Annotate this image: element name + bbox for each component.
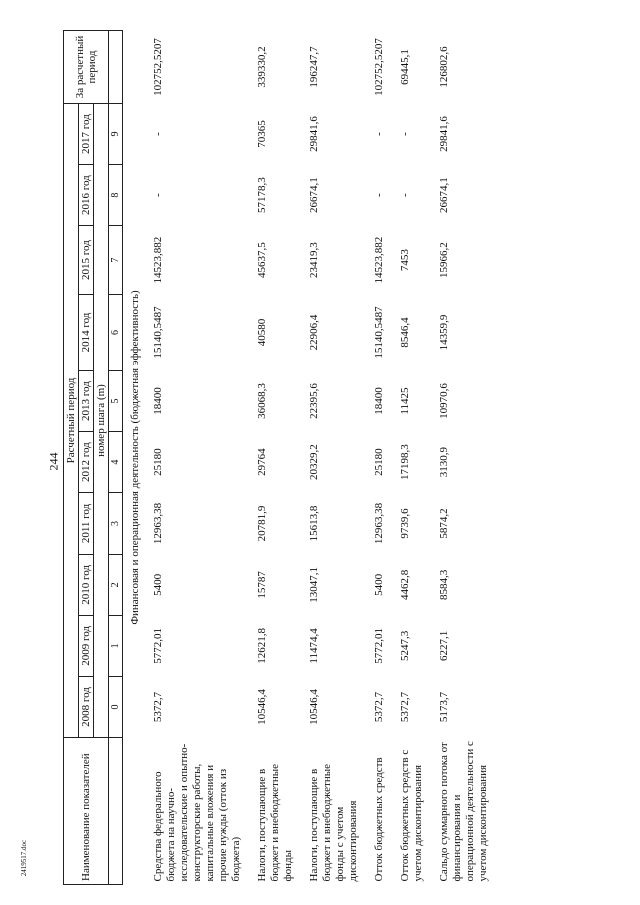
table-cell: 29841,6 [438,116,450,152]
table-cell: 15140,5487 [152,306,164,359]
table-row [305,31,370,885]
table-cell: 10546,4 [308,689,320,725]
budget-efficiency-table [63,30,500,885]
table-cell: 18400 [152,387,164,415]
table-cell: 5173,7 [438,691,450,723]
table-cell: 25180 [373,448,385,476]
table-cell: 15966,2 [438,242,450,278]
step-index: 9 [109,104,123,165]
table-row [149,31,253,885]
table-row [435,31,500,885]
page-number: 244 [46,452,61,471]
table-cell: 5400 [373,573,385,596]
year-header: 2008 год [79,676,94,737]
table-cell: 12963,38 [373,502,385,545]
table-cell: 70365 [256,120,268,148]
table-cell: 23419,3 [308,242,320,278]
table-cell: 5772,01 [373,628,385,664]
table-cell: - [152,193,164,197]
column-header-name: Наименование показателей [64,738,109,885]
rotated-table-container [63,30,573,885]
table-cell: 15140,5487 [373,306,385,359]
year-header: 2014 год [79,294,94,370]
year-header: 2015 год [79,226,94,295]
table-cell: 11474,4 [308,628,320,664]
table-cell: 13047,1 [308,566,320,603]
table-cell: 26674,1 [438,177,450,213]
table-cell: 40580 [256,318,268,347]
period-header: Расчетный период [64,104,79,738]
row-label: Отток бюджетных средств с учетом дисконтирования [399,749,424,882]
year-header: 2009 год [79,615,94,676]
row-label: Сальдо суммарного потока от финансирования и операционной деятельности с учетом дисконтирования [438,741,489,882]
column-header-total: За расчетный период [64,31,109,104]
table-cell: 14523,882 [373,236,385,284]
table-cell: - [152,132,164,136]
step-index: 8 [109,165,123,226]
table-cell: 5874,2 [438,508,450,539]
table-cell: 15613,8 [308,505,320,542]
table-cell: 102752,5207 [373,38,385,96]
table-cell: 18400 [373,387,385,415]
row-label: Отток бюджетных средств [373,757,385,882]
year-header: 2017 год [79,104,94,165]
step-index: 5 [109,371,123,432]
table-row [253,31,305,885]
index-row-blank [109,738,123,885]
step-index: 7 [109,226,123,295]
table-cell: - [373,193,385,197]
table-cell: 12621,8 [256,628,268,664]
table-cell: 102752,5207 [152,38,164,96]
row-label: Налоги, поступающие в бюджет и внебюджетные фонды [256,763,294,882]
table-cell: 5372,7 [152,691,164,723]
table-cell: 22395,6 [308,383,320,419]
table-cell: 8584,3 [438,569,450,600]
row-label: Налоги, поступающие в бюджет и внебюджетные фонды с учетом дисконтирования [308,763,359,882]
table-cell: 339330,2 [256,46,268,88]
table-cell: 5400 [152,573,164,596]
table-cell: - [399,193,411,197]
table-cell: 20329,2 [308,444,320,480]
step-index: 2 [109,554,123,615]
step-index: 4 [109,432,123,493]
table-cell: 36068,3 [256,383,268,419]
table-cell: 10970,6 [438,383,450,419]
table-cell: 11425 [399,387,411,415]
table-cell: 8546,4 [399,317,411,348]
year-header: 2013 год [79,371,94,432]
table-cell: 5247,3 [399,630,411,662]
step-index: 3 [109,493,123,555]
year-header: 2011 год [79,493,94,555]
table-cell: - [399,132,411,136]
footer-doc-code: 2419517.doc [20,839,28,877]
table-cell: 25180 [152,448,164,476]
index-row-blank [109,31,123,104]
table-cell: 22906,4 [308,314,320,351]
table-cell: 196247,7 [308,46,320,88]
table-cell: 7453 [399,249,411,272]
table-cell: 20781,9 [256,505,268,542]
step-index: 0 [109,676,123,737]
table-cell: 69445,1 [399,49,411,85]
row-label: Средства федерального бюджета на научно-исследовательские и опытно-конструкторские работы, капитальные вложения и прочие нужды (отток из бюджета) [152,743,242,882]
table-cell: 6227,1 [438,630,450,662]
table-cell: 9739,6 [399,508,411,539]
table-cell: 3130,9 [438,446,450,478]
table-cell: 126802,6 [438,46,450,88]
step-index: 1 [109,615,123,676]
table-row [396,31,435,885]
year-header: 2010 год [79,554,94,615]
table-cell: 29764 [256,448,268,476]
table-cell: 5772,01 [152,628,164,664]
table-body [149,31,500,885]
table-cell: 29841,6 [308,116,320,152]
table-cell: 57178,3 [256,177,268,213]
table-cell: 14359,9 [438,314,450,351]
table-row [370,31,396,885]
table-cell: 10546,4 [256,689,268,725]
table-cell: 4462,8 [399,569,411,600]
table-cell: 45637,5 [256,242,268,278]
table-cell: 14523,882 [152,236,164,284]
table-cell: - [373,132,385,136]
table-cell: 5372,7 [399,691,411,723]
table-cell: 26674,1 [308,177,320,213]
table-cell: 15787 [256,571,268,599]
index-row [109,31,123,885]
section-title: Финансовая и операционная деятельность (бюджетная эффективность) [129,290,141,625]
year-header: 2016 год [79,165,94,226]
year-header: 2012 год [79,432,94,493]
step-header: номер шага (m) [94,104,109,738]
table-cell: 12963,38 [152,502,164,545]
table-cell: 5372,7 [373,691,385,723]
table-cell: 17198,3 [399,444,411,480]
step-index: 6 [109,294,123,370]
